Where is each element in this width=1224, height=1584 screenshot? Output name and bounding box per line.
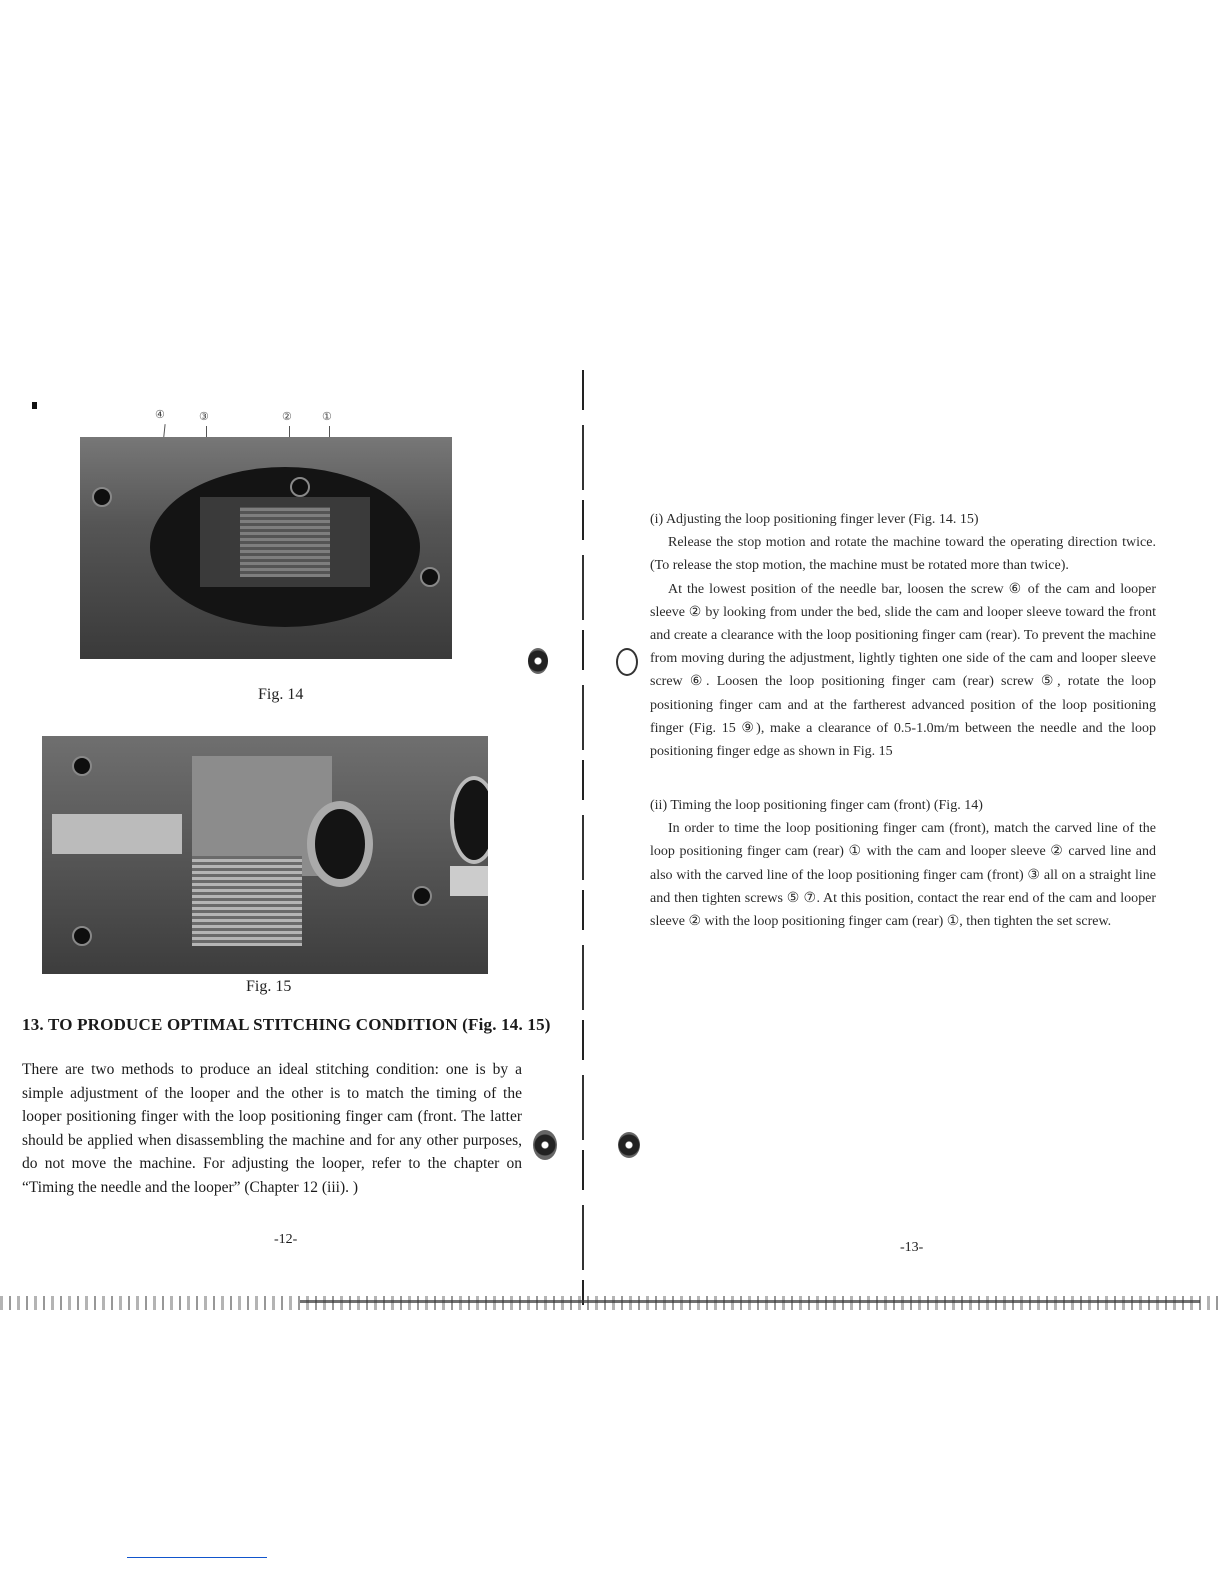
section-i-p1: Release the stop motion and rotate the machine toward the operating direction twice. (To release the stop motion, the machine must be rotated more than twice). — [650, 535, 1156, 574]
section-ii — [650, 794, 1156, 933]
fig14-callout-3: ③ — [199, 410, 209, 423]
section-i — [650, 508, 1156, 763]
scan-dot — [32, 402, 37, 409]
fig14-carved-line — [240, 507, 330, 577]
fig15-screw-hole-3 — [412, 886, 432, 906]
section-i-title: (i) Adjusting the loop positioning finger lever (Fig. 14. 15) — [650, 512, 979, 527]
fig15-gear — [192, 856, 302, 946]
fig15-finger-lever — [52, 814, 182, 854]
hole-punch-right-top — [616, 648, 638, 676]
fig14-callout-1: ① — [322, 410, 332, 423]
fig15-screw-hole-2 — [72, 926, 92, 946]
fig14-screw-hole-right — [420, 567, 440, 587]
fig14-screw-hole-left — [92, 487, 112, 507]
section-13-paragraph: There are two methods to produce an ideal stitching condition: one is by a simple adjustment of the looper and the other is to match the timing of the looper positioning finger with the loop positioning finger cam (front. The latter should be applied when disassembling the machine and for any other purposes, do not move the machine. For adjusting the looper, refer to the chapter on “Timing the needle and the looper” (Chapter 12 (iii). ) — [22, 1061, 522, 1196]
section-ii-title: (ii) Timing the loop positioning finger cam (front) (Fig. 14) — [650, 798, 983, 813]
hole-punch-left-bottom — [533, 1130, 557, 1160]
fig15-photo — [42, 736, 488, 974]
fig15-link-hole — [307, 801, 373, 887]
fig14-photo — [80, 437, 452, 659]
fig15-caption: Fig. 15 — [246, 978, 292, 995]
fig14-caption: Fig. 14 — [258, 686, 304, 703]
page-number-13: -13- — [900, 1240, 924, 1255]
link-underline — [127, 1557, 267, 1558]
fig14-callout-4: ④ — [155, 408, 165, 421]
page-gutter — [582, 370, 584, 1305]
fig15-screw-hole-1 — [72, 756, 92, 776]
section-i-p2: At the lowest position of the needle bar, loosen the screw ⑥ of the cam and looper sleeve ② by looking from under the bed, slide the cam and looper sleeve toward the front and create a clearance with the loop positioning finger cam (rear). To prevent the machine from moving during the adjustment, lightly tighten one side of the cam and looper sleeve screw ⑥. Loosen the loop positioning finger cam (rear) screw ⑤, rotate the loop positioning finger cam and at the fartherest advanced position of the loop positioning finger (Fig. 15 ⑨), make a clearance of 0.5-1.0m/m between the needle and the loop positioning finger edge as shown in Fig. 15 — [650, 581, 1156, 760]
fig14-callout-2: ② — [282, 410, 292, 423]
fig14-screw-hole-top — [290, 477, 310, 497]
hole-punch-right-bottom — [618, 1132, 640, 1158]
section-13-heading: 13. TO PRODUCE OPTIMAL STITCHING CONDITION (Fig. 14. 15) — [22, 1015, 551, 1034]
fig15-right-bracket — [450, 866, 488, 896]
section-ii-p1: In order to time the loop positioning finger cam (front), match the carved line of the loop positioning finger cam (rear) ① with the cam and looper sleeve ② carved line and also with the carved line of the loop positioning finger cam (front) ③ all on a straight line and then tighten screws ⑤ ⑦. At this position, contact the rear end of the cam and looper sleeve ② with the loop positioning finger cam (rear) ①, then tighten the set screw. — [650, 821, 1156, 930]
page-number-12: -12- — [274, 1232, 298, 1247]
hole-punch-left-top — [528, 648, 548, 674]
